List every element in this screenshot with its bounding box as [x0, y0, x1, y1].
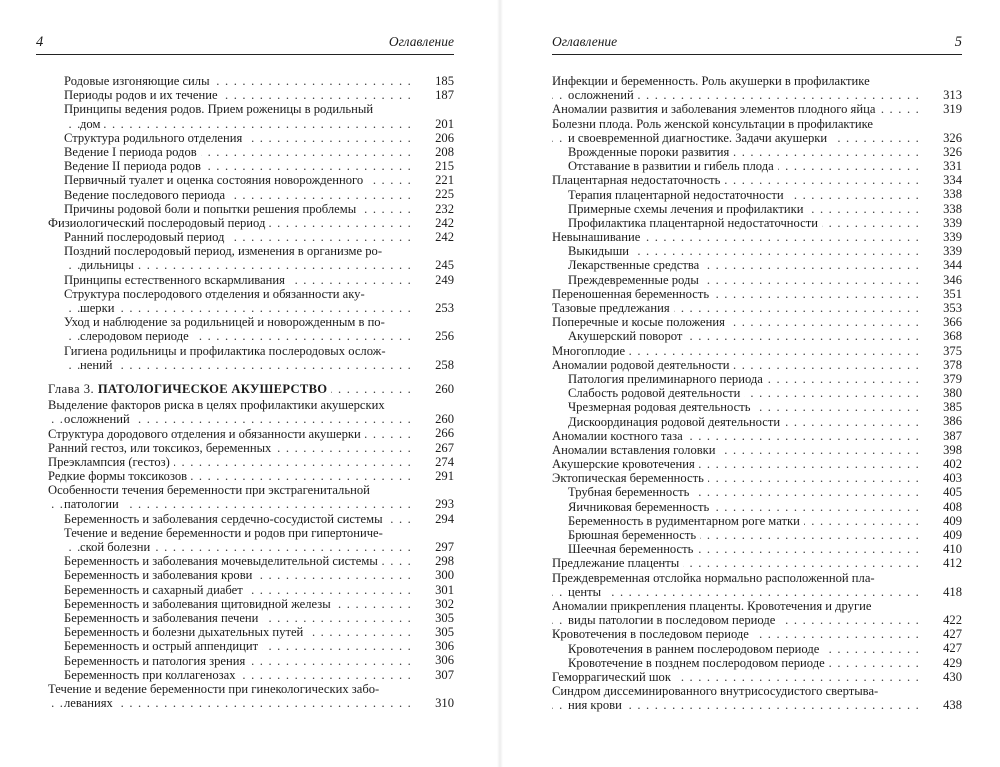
toc-entry[interactable]	[48, 202, 454, 216]
toc-page-number: 405	[939, 485, 962, 499]
toc-entry[interactable]	[552, 656, 962, 670]
toc-entry-title: Гигиена родильницы и профилактика послеродовых ослож-	[64, 343, 386, 358]
toc-entry-title: Геморрагический шок	[552, 670, 675, 684]
toc-page-number: 253	[431, 301, 454, 315]
toc-entry-title: виды патологии в последовом периоде	[568, 613, 779, 627]
toc-entry-title: Болезни плода. Роль женской консультации в профилактике	[552, 116, 873, 131]
toc-entry-title: Аномалии костного таза	[552, 429, 687, 443]
toc-entry-title: Акушерские кровотечения	[552, 457, 699, 471]
toc-entry[interactable]	[48, 654, 454, 668]
toc-entry-title: Течение и ведение беременности и родов при гипертониче-	[64, 525, 383, 540]
toc-page-number: 245	[431, 258, 454, 272]
toc-page-number: 387	[939, 429, 962, 443]
toc-entry-title: Беременность и острый аппендицит	[64, 639, 262, 653]
toc-entry-title: Беременность и заболевания печени	[64, 611, 262, 625]
toc-entry-title: Слабость родовой деятельности	[568, 386, 744, 400]
toc-page-number: 427	[939, 627, 962, 641]
toc-entry[interactable]	[48, 102, 454, 130]
toc-entry-title: Переношенная беременность	[552, 287, 713, 301]
toc-page-number: 338	[939, 188, 962, 202]
toc-page-number: 301	[431, 583, 454, 597]
toc-page-number: 334	[939, 173, 962, 187]
toc-entry[interactable]	[48, 682, 454, 710]
toc-entry[interactable]	[552, 372, 962, 386]
toc-page-number: 338	[939, 202, 962, 216]
toc-page-number: 306	[431, 654, 454, 668]
toc-page-number: 346	[939, 273, 962, 287]
toc-page-number: 344	[939, 258, 962, 272]
toc-entry-title: Ранний послеродовый период	[64, 230, 228, 244]
toc-entry-title: Плацентарная недостаточность	[552, 173, 724, 187]
toc-entry[interactable]	[48, 583, 454, 597]
left-running-head	[36, 34, 454, 54]
toc-entry[interactable]	[552, 386, 962, 400]
toc-page-number: 430	[939, 670, 962, 684]
toc-entry[interactable]	[552, 344, 962, 358]
toc-entry-title: Беременность в рудиментарном роге матки	[568, 514, 804, 528]
toc-entry-title: Синдром диссеминированного внутрисосудистого свертыва-	[552, 684, 879, 699]
toc-page-number: 380	[939, 386, 962, 400]
toc-page-number: 409	[939, 514, 962, 528]
toc-entry[interactable]	[552, 599, 962, 627]
toc-entry[interactable]	[552, 74, 962, 102]
toc-entry[interactable]	[552, 556, 962, 570]
toc-entry-title: Первичный туалет и оценка состояния новорожденного	[64, 173, 367, 187]
right-page	[500, 0, 1000, 767]
toc-entry[interactable]	[48, 554, 454, 568]
toc-page-number: 256	[431, 329, 454, 343]
toc-page-number: 331	[939, 159, 962, 173]
toc-page-number: 260	[431, 382, 454, 396]
toc-entry[interactable]	[552, 542, 962, 556]
toc-page-number: 418	[939, 585, 962, 599]
toc-entry[interactable]	[48, 159, 454, 173]
toc-entry[interactable]	[552, 188, 962, 202]
toc-page-number: 232	[431, 202, 454, 216]
toc-entry-title: Трубная беременность	[568, 485, 693, 499]
toc-entry-title: Периоды родов и их течение	[64, 88, 222, 102]
toc-entry[interactable]	[552, 528, 962, 542]
toc-entry[interactable]	[552, 173, 962, 187]
toc-entry[interactable]	[552, 415, 962, 429]
toc-page-number: 307	[431, 668, 454, 682]
toc-entry[interactable]	[48, 216, 454, 230]
toc-entry-title: дильницы	[80, 258, 138, 272]
toc-page-number: 225	[431, 188, 454, 202]
right-running-head	[552, 34, 962, 54]
toc-entry-title: Брюшная беременность	[568, 528, 700, 542]
toc-entry[interactable]	[48, 88, 454, 102]
toc-page-number: 249	[431, 273, 454, 287]
toc-page-number: 305	[431, 625, 454, 639]
toc-entry-title: шерки	[80, 301, 118, 315]
toc-entry[interactable]	[552, 485, 962, 499]
toc-entry[interactable]	[552, 102, 962, 116]
toc-entry[interactable]	[552, 457, 962, 471]
toc-page-number: 185	[431, 74, 454, 88]
toc-entry[interactable]	[552, 627, 962, 641]
toc-entry[interactable]	[552, 500, 962, 514]
toc-entry[interactable]	[48, 244, 454, 272]
toc-entry[interactable]	[552, 258, 962, 272]
toc-entry-title: осложнений	[568, 88, 638, 102]
toc-entry-title: патологии	[64, 497, 123, 511]
toc-entry[interactable]	[552, 400, 962, 414]
toc-entry-title: Профилактика плацентарной недостаточности	[568, 216, 822, 230]
toc-entry[interactable]	[552, 684, 962, 712]
toc-entry[interactable]	[48, 526, 454, 554]
toc-entry-title: Структура послеродового отделения и обязанности аку-	[64, 286, 365, 301]
toc-page-number: 402	[939, 457, 962, 471]
toc-page-number: 326	[939, 131, 962, 145]
toc-entry-title: Патология прелиминарного периода	[568, 372, 767, 386]
toc-entry[interactable]	[552, 117, 962, 145]
toc-page-number: 302	[431, 597, 454, 611]
toc-entry[interactable]	[48, 230, 454, 244]
toc-entry-title: Редкие формы токсикозов	[48, 469, 191, 483]
toc-entry-title: Отставание в развитии и гибель плода	[568, 159, 778, 173]
toc-entry-title: Тазовые предлежания	[552, 301, 674, 315]
toc-page-number: 310	[431, 696, 454, 710]
toc-entry[interactable]	[552, 358, 962, 372]
toc-entry-title: Аномалии развития и заболевания элементов плодного яйца	[552, 102, 879, 116]
toc-page-number: 429	[939, 656, 962, 670]
toc-entry-title: Ведение последового периода	[64, 188, 229, 202]
toc-entry-title: Кровотечения в последовом периоде	[552, 627, 753, 641]
toc-entry-title: ской болезни	[80, 540, 154, 554]
toc-page-number: 326	[939, 145, 962, 159]
toc-entry-title: Преждевременная отслойка нормально расположенной пла-	[552, 570, 875, 585]
toc-page-number: 351	[939, 287, 962, 301]
toc-entry-title: Преэклампсия (гестоз)	[48, 455, 174, 469]
toc-entry[interactable]	[552, 443, 962, 457]
toc-entry[interactable]	[552, 202, 962, 216]
toc-page-number: 298	[431, 554, 454, 568]
toc-page-number: 274	[431, 455, 454, 469]
toc-entry-title: Кровотечения в раннем послеродовом периоде	[568, 642, 823, 656]
toc-entry-title: Преждевременные роды	[568, 273, 703, 287]
toc-entry[interactable]	[552, 670, 962, 684]
toc-entry-title: Беременность при коллагенозах	[64, 668, 240, 682]
toc-page-number: 187	[431, 88, 454, 102]
toc-entry-title: Беременность и заболевания сердечно-сосудистой системы	[64, 512, 387, 526]
toc-page-number: 242	[431, 216, 454, 230]
toc-page-number: 366	[939, 315, 962, 329]
toc-entry-title: Поперечные и косые положения	[552, 315, 729, 329]
toc-entry-title: Беременность и заболевания мочевыделительной системы	[64, 554, 382, 568]
toc-entry[interactable]	[48, 668, 454, 682]
toc-entry-title: Родовые изгоняющие силы	[64, 74, 214, 88]
toc-entry-title: Беременность и заболевания щитовидной железы	[64, 597, 335, 611]
toc-page-number: 313	[939, 88, 962, 102]
toc-entry-title: Эктопическая беременность	[552, 471, 708, 485]
toc-entry[interactable]	[48, 382, 454, 396]
toc-entry[interactable]	[48, 287, 454, 315]
toc-page-number: 386	[939, 415, 962, 429]
toc-entry-title: слеродовом периоде	[80, 329, 193, 343]
left-toc-list	[48, 74, 454, 710]
toc-entry[interactable]	[552, 571, 962, 599]
toc-entry[interactable]	[48, 455, 454, 469]
toc-entry[interactable]	[48, 74, 454, 88]
toc-page-number: 410	[939, 542, 962, 556]
toc-entry-title: Предлежание плаценты	[552, 556, 683, 570]
toc-page-number: 412	[939, 556, 962, 570]
toc-entry-title: Уход и наблюдение за родильницей и новорожденным в по-	[64, 315, 385, 330]
left-page-number: 4	[36, 34, 44, 50]
toc-page-number: 427	[939, 642, 962, 656]
toc-entry-title: Особенности течения беременности при экстрагенитальной	[48, 483, 370, 498]
toc-entry-title: Поздний послеродовый период, изменения в организме ро-	[64, 244, 383, 259]
toc-entry-title: ния крови	[568, 698, 626, 712]
toc-entry[interactable]	[552, 329, 962, 343]
toc-entry[interactable]	[552, 642, 962, 656]
toc-entry-title: Течение и ведение беременности при гинекологических забо-	[48, 681, 380, 696]
toc-entry-title: Беременность и болезни дыхательных путей	[64, 625, 307, 639]
toc-entry[interactable]	[552, 301, 962, 315]
toc-page-number: 215	[431, 159, 454, 173]
toc-entry-title: осложнений	[64, 412, 134, 426]
toc-page-number: 305	[431, 611, 454, 625]
toc-page-number: 379	[939, 372, 962, 386]
toc-entry-title: Шеечная беременность	[568, 542, 697, 556]
toc-page-number: 385	[939, 400, 962, 414]
right-toc-list	[552, 74, 962, 712]
toc-entry[interactable]	[48, 483, 454, 511]
toc-page-number: 408	[939, 500, 962, 514]
toc-entry-title: Аномалии вставления головки	[552, 443, 720, 457]
toc-page-number: 403	[939, 471, 962, 485]
toc-page-number: 291	[431, 469, 454, 483]
toc-entry-title: Причины родовой боли и попытки решения проблемы	[64, 202, 360, 216]
toc-page-number: 339	[939, 244, 962, 258]
toc-entry[interactable]	[552, 471, 962, 485]
toc-entry[interactable]	[48, 427, 454, 441]
toc-entry[interactable]	[48, 639, 454, 653]
toc-page-number: 375	[939, 344, 962, 358]
toc-entry-title: Беременность и сахарный диабет	[64, 583, 247, 597]
toc-entry[interactable]	[48, 469, 454, 483]
toc-entry-title: Дискоординация родовой деятельности	[568, 415, 784, 429]
toc-page-number: 306	[431, 639, 454, 653]
toc-entry[interactable]	[552, 287, 962, 301]
toc-page-number: 300	[431, 568, 454, 582]
toc-page-number: 398	[939, 443, 962, 457]
left-header-rule	[36, 54, 454, 55]
toc-entry-title: и своевременной диагностике. Задачи акушерки	[568, 131, 831, 145]
toc-page-number: 319	[939, 102, 962, 116]
toc-entry[interactable]	[48, 512, 454, 526]
toc-page-number: 221	[431, 173, 454, 187]
toc-entry[interactable]	[48, 188, 454, 202]
toc-entry[interactable]	[552, 514, 962, 528]
toc-entry-title: Ранний гестоз, или токсикоз, беременных	[48, 441, 275, 455]
toc-entry-title: нений	[80, 358, 117, 372]
toc-entry-title: Многоплодие	[552, 344, 629, 358]
toc-entry[interactable]	[48, 611, 454, 625]
toc-page-number: 208	[431, 145, 454, 159]
right-header-rule	[552, 54, 962, 55]
toc-entry-title: Ведение II периода родов	[64, 159, 205, 173]
toc-entry[interactable]	[552, 159, 962, 173]
toc-entry-title: Невынашивание	[552, 230, 644, 244]
chapter-title: ПАТОЛОГИЧЕСКОЕ АКУШЕРСТВО	[97, 381, 328, 396]
toc-entry-title: Структура родильного отделения	[64, 131, 246, 145]
toc-entry-title: дом	[80, 117, 104, 131]
toc-entry[interactable]	[552, 315, 962, 329]
toc-page-number: 293	[431, 497, 454, 511]
toc-entry-title: Выделение факторов риска в целях профилактики акушерских	[48, 398, 385, 413]
toc-page-number: 339	[939, 230, 962, 244]
toc-page-number: 378	[939, 358, 962, 372]
toc-entry-title: Выкидыши	[568, 244, 633, 258]
toc-page-number: 294	[431, 512, 454, 526]
toc-entry[interactable]	[552, 273, 962, 287]
toc-entry-title: леваниях	[64, 696, 117, 710]
toc-page-number: 353	[939, 301, 962, 315]
toc-page-number: 339	[939, 216, 962, 230]
toc-entry-title: Чрезмерная родовая деятельность	[568, 400, 755, 414]
right-running-title: Оглавление	[552, 34, 618, 49]
toc-entry[interactable]	[48, 315, 454, 343]
right-page-number: 5	[954, 34, 962, 50]
toc-page-number: 258	[431, 358, 454, 372]
toc-page-number: 260	[431, 412, 454, 426]
toc-entry[interactable]	[48, 441, 454, 455]
toc-entry[interactable]	[48, 273, 454, 287]
toc-entry-title: Беременность и заболевания крови	[64, 568, 256, 582]
toc-page-number: 368	[939, 329, 962, 343]
toc-entry-title: центы	[568, 585, 605, 599]
toc-page-number: 438	[939, 698, 962, 712]
toc-entry-title: Инфекции и беременность. Роль акушерки в профилактике	[552, 74, 870, 88]
toc-page-number: 266	[431, 427, 454, 441]
toc-page-number: 242	[431, 230, 454, 244]
chapter-prefix: Глава 3.	[48, 381, 95, 396]
toc-entry[interactable]	[552, 230, 962, 244]
toc-entry[interactable]	[552, 145, 962, 159]
toc-entry-title: Принципы естественного вскармливания	[64, 273, 289, 287]
toc-entry[interactable]	[552, 429, 962, 443]
toc-page-number: 409	[939, 528, 962, 542]
toc-page-number: 422	[939, 613, 962, 627]
toc-entry-title: Аномалии прикрепления плаценты. Кровотечения и другие	[552, 598, 872, 613]
toc-entry[interactable]	[48, 398, 454, 426]
toc-page-number: 201	[431, 117, 454, 131]
toc-entry[interactable]	[48, 173, 454, 187]
toc-entry-title: Ведение I периода родов	[64, 145, 201, 159]
toc-entry-title: Яичниковая беременность	[568, 500, 713, 514]
toc-entry[interactable]	[48, 625, 454, 639]
toc-entry[interactable]	[48, 145, 454, 159]
toc-entry[interactable]	[48, 568, 454, 582]
toc-page-number: 297	[431, 540, 454, 554]
toc-page-number: 267	[431, 441, 454, 455]
toc-entry-title: Принципы ведения родов. Прием роженицы в родильный	[64, 102, 374, 117]
toc-entry-title: Примерные схемы лечения и профилактики	[568, 202, 807, 216]
toc-entry-title: Кровотечение в позднем послеродовом периоде	[568, 656, 829, 670]
toc-entry[interactable]	[552, 216, 962, 230]
toc-entry-title: Терапия плацентарной недостаточности	[568, 188, 788, 202]
toc-entry[interactable]	[48, 344, 454, 372]
toc-entry-title: Аномалии родовой деятельности	[552, 358, 733, 372]
toc-entry-title: Акушерский поворот	[568, 329, 686, 343]
toc-entry[interactable]	[48, 131, 454, 145]
toc-entry[interactable]	[552, 244, 962, 258]
toc-entry-title: Врожденные пороки развития	[568, 145, 733, 159]
toc-page-number: 206	[431, 131, 454, 145]
left-running-title: Оглавление	[388, 34, 454, 49]
toc-entry-title: Беременность и патология зрения	[64, 654, 249, 668]
toc-entry-title: Лекарственные средства	[568, 258, 703, 272]
toc-entry-title: Физиологический послеродовый период	[48, 216, 269, 230]
toc-entry[interactable]	[48, 597, 454, 611]
toc-entry-title: Структура дородового отделения и обязанности акушерки	[48, 427, 365, 441]
